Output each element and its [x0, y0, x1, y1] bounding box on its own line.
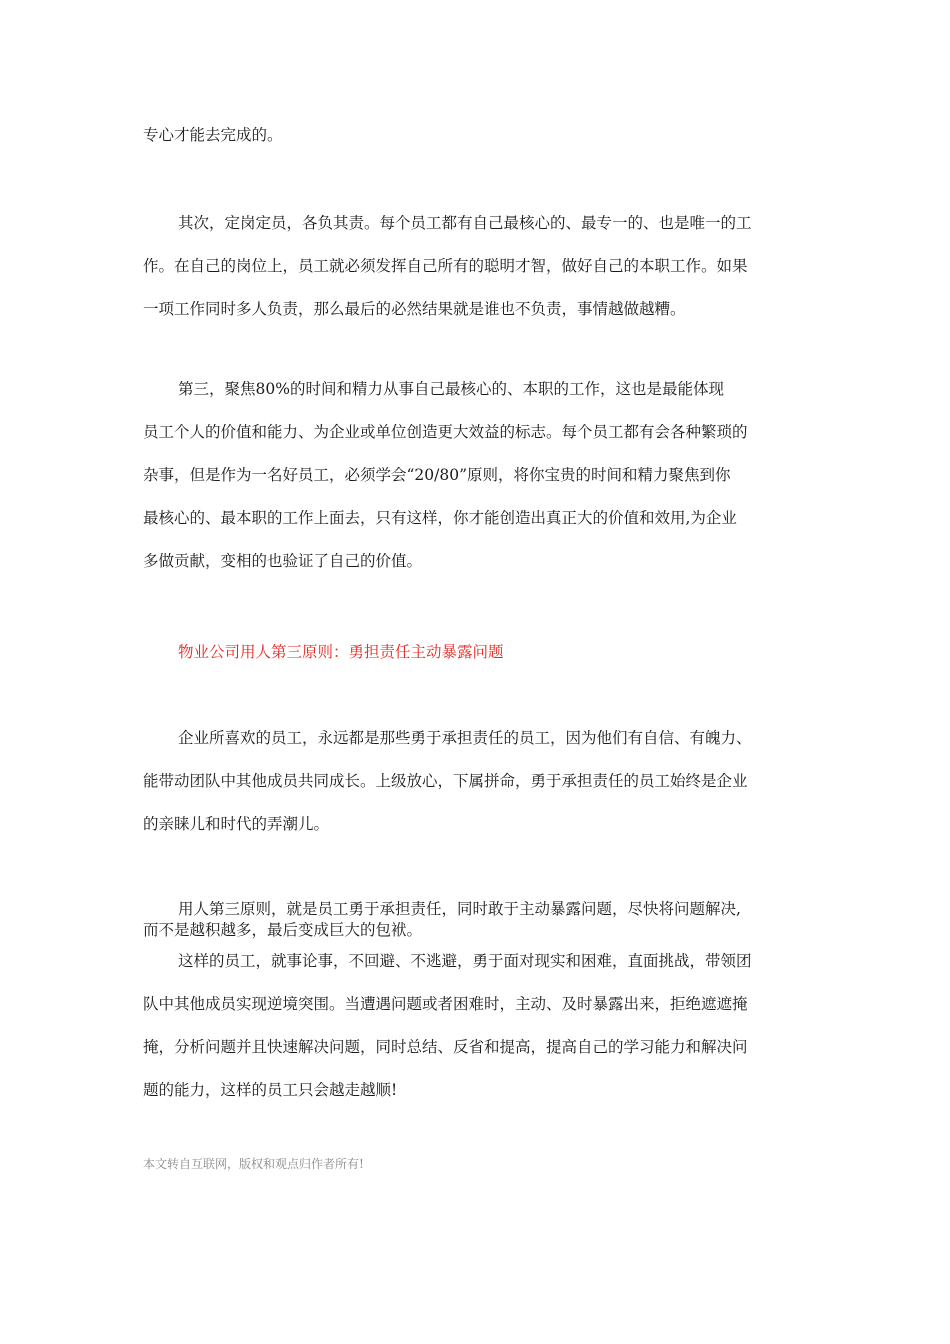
- paragraph-line: 作。在自己的岗位上，员工就必须发挥自己所有的聪明才智，做好自己的本职工作。如果: [143, 257, 748, 275]
- paragraph-line: 多做贡献，变相的也验证了自己的价值。: [143, 552, 423, 570]
- paragraph-line: 这样的员工，就事论事，不回避、不逃避，勇于面对现实和困难，直面挑战，带领团: [178, 952, 752, 970]
- paragraph-line: 企业所喜欢的员工，永远都是那些勇于承担责任的员工，因为他们有自信、有魄力、: [178, 729, 752, 747]
- paragraph-line: 一项工作同时多人负责，那么最后的必然结果就是谁也不负责，事情越做越糟。: [143, 300, 686, 318]
- paragraph-line: 员工个人的价值和能力、为企业或单位创造更大效益的标志。每个员工都有会各种繁琐的: [143, 423, 748, 441]
- paragraph-5: [143, 899, 808, 941]
- paragraph-line: 能带动团队中其他成员共同成长。上级放心，下属拼命，勇于承担责任的员工始终是企业: [143, 772, 748, 790]
- section-heading: 物业公司用人第三原则：勇担责任主动暴露问题: [178, 643, 504, 661]
- paragraph-line: 的亲睐儿和时代的弄潮儿。: [143, 815, 330, 833]
- paragraph-2: [143, 202, 808, 331]
- paragraph-4: [143, 717, 808, 846]
- paragraph-line: 队中其他成员实现逆境突围。当遭遇问题或者困难时，主动、及时暴露出来，拒绝遮遮掩: [143, 995, 748, 1013]
- paragraph-line: 杂事，但是作为一名好员工，必须学会“20/80”原则，将你宝贵的时间和精力聚焦到你: [143, 466, 731, 484]
- paragraph-line: 最核心的、最本职的工作上面去，只有这样，你才能创造出真正大的价值和效用,为企业: [143, 509, 737, 527]
- paragraph-line: 掩，分析问题并且快速解决问题，同时总结、反省和提高，提高自己的学习能力和解决问: [143, 1038, 748, 1056]
- paragraph-line: 第三，聚焦80%的时间和精力从事自己最核心的、本职的工作，这也是最能体现: [178, 380, 724, 398]
- paragraph-line: 专心才能去完成的。: [143, 126, 283, 144]
- paragraph-3: [143, 368, 808, 583]
- paragraph-6: [143, 940, 808, 1112]
- paragraph-line: 而不是越积越多，最后变成巨大的包袱。: [143, 921, 423, 939]
- paragraph-line: 用人第三原则，就是员工勇于承担责任，同时敢于主动暴露问题，尽快将问题解决,: [178, 900, 741, 918]
- paragraph-line: 题的能力，这样的员工只会越走越顺!: [143, 1081, 398, 1099]
- paragraph-1: [143, 114, 808, 157]
- footer-note: 本文转自互联网，版权和观点归作者所有!: [143, 1157, 364, 1171]
- paragraph-line: 其次，定岗定员，各负其责。每个员工都有自己最核心的、最专一的、也是唯一的工: [178, 214, 752, 232]
